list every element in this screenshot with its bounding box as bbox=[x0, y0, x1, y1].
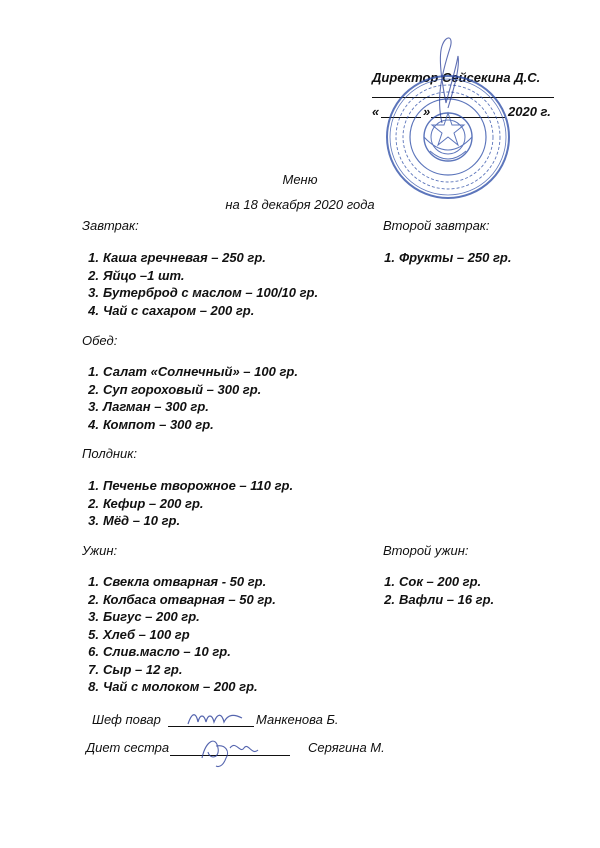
dinner-heading: Ужин: bbox=[82, 543, 118, 558]
approval-year: 2020 г. bbox=[508, 104, 551, 119]
chef-signature bbox=[186, 708, 246, 730]
breakfast-heading: Завтрак: bbox=[82, 218, 139, 233]
list-item: 2. Яйцо –1 шт. bbox=[88, 267, 185, 283]
list-item: 2. Кефир – 200 гр. bbox=[88, 495, 204, 511]
nurse-signature bbox=[196, 730, 266, 770]
snack-heading: Полдник: bbox=[82, 446, 138, 461]
list-item: 3. Мёд – 10 гр. bbox=[88, 513, 181, 528]
list-item: 4. Компот – 300 гр. bbox=[88, 416, 214, 432]
list-item: 1. Свекла отварная - 50 гр. bbox=[88, 574, 267, 589]
list-item: 1. Фрукты – 250 гр. bbox=[384, 250, 512, 265]
menu-date: на 18 декабря 2020 года bbox=[225, 197, 375, 212]
director-signature bbox=[412, 28, 472, 128]
director-approval: Директор Сейсекина Д.С. bbox=[372, 70, 541, 85]
nurse-name: Серягина М. bbox=[308, 740, 385, 755]
lunch-list bbox=[82, 363, 298, 433]
list-item: 1. Каша гречневая – 250 гр. bbox=[88, 250, 266, 265]
list-item: 1. Печенье творожное – 110 гр. bbox=[88, 478, 294, 493]
chef-label: Шеф повар bbox=[92, 712, 161, 727]
snack-list bbox=[82, 477, 293, 530]
list-item: 2. Колбаса отварная – 50 гр. bbox=[88, 591, 276, 607]
list-item: 5. Хлеб – 100 гр bbox=[88, 626, 190, 642]
approval-date-close: » bbox=[423, 104, 431, 119]
approval-date-open: « bbox=[372, 104, 380, 119]
list-item: 2. Суп гороховый – 300 гр. bbox=[88, 381, 262, 397]
lunch-heading: Обед: bbox=[82, 333, 118, 348]
chef-name: Манкенова Б. bbox=[256, 712, 339, 727]
second-breakfast-heading: Второй завтрак: bbox=[383, 218, 490, 233]
breakfast-list bbox=[82, 249, 318, 319]
nurse-label: Диет сестра bbox=[86, 740, 170, 755]
menu-title: Меню bbox=[282, 172, 318, 187]
list-item: 1. Сок – 200 гр. bbox=[384, 574, 482, 589]
second-breakfast-list bbox=[378, 249, 511, 267]
list-item: 3. Лагман – 300 гр. bbox=[88, 399, 209, 414]
list-item: 8. Чай с молоком – 200 гр. bbox=[88, 679, 258, 694]
list-item: 3. Бигус – 200 гр. bbox=[88, 609, 200, 624]
list-item: 2. Вафли – 16 гр. bbox=[384, 591, 495, 607]
list-item: 7. Сыр – 12 гр. bbox=[88, 661, 183, 677]
list-item: 6. Слив.масло – 10 гр. bbox=[88, 644, 231, 659]
second-dinner-list bbox=[378, 573, 494, 608]
list-item: 4. Чай с сахаром – 200 гр. bbox=[88, 302, 255, 318]
list-item: 3. Бутерброд с маслом – 100/10 гр. bbox=[88, 285, 319, 300]
list-item: 1. Салат «Солнечный» – 100 гр. bbox=[88, 364, 298, 379]
dinner-list bbox=[82, 573, 276, 696]
second-dinner-heading: Второй ужин: bbox=[383, 543, 469, 558]
